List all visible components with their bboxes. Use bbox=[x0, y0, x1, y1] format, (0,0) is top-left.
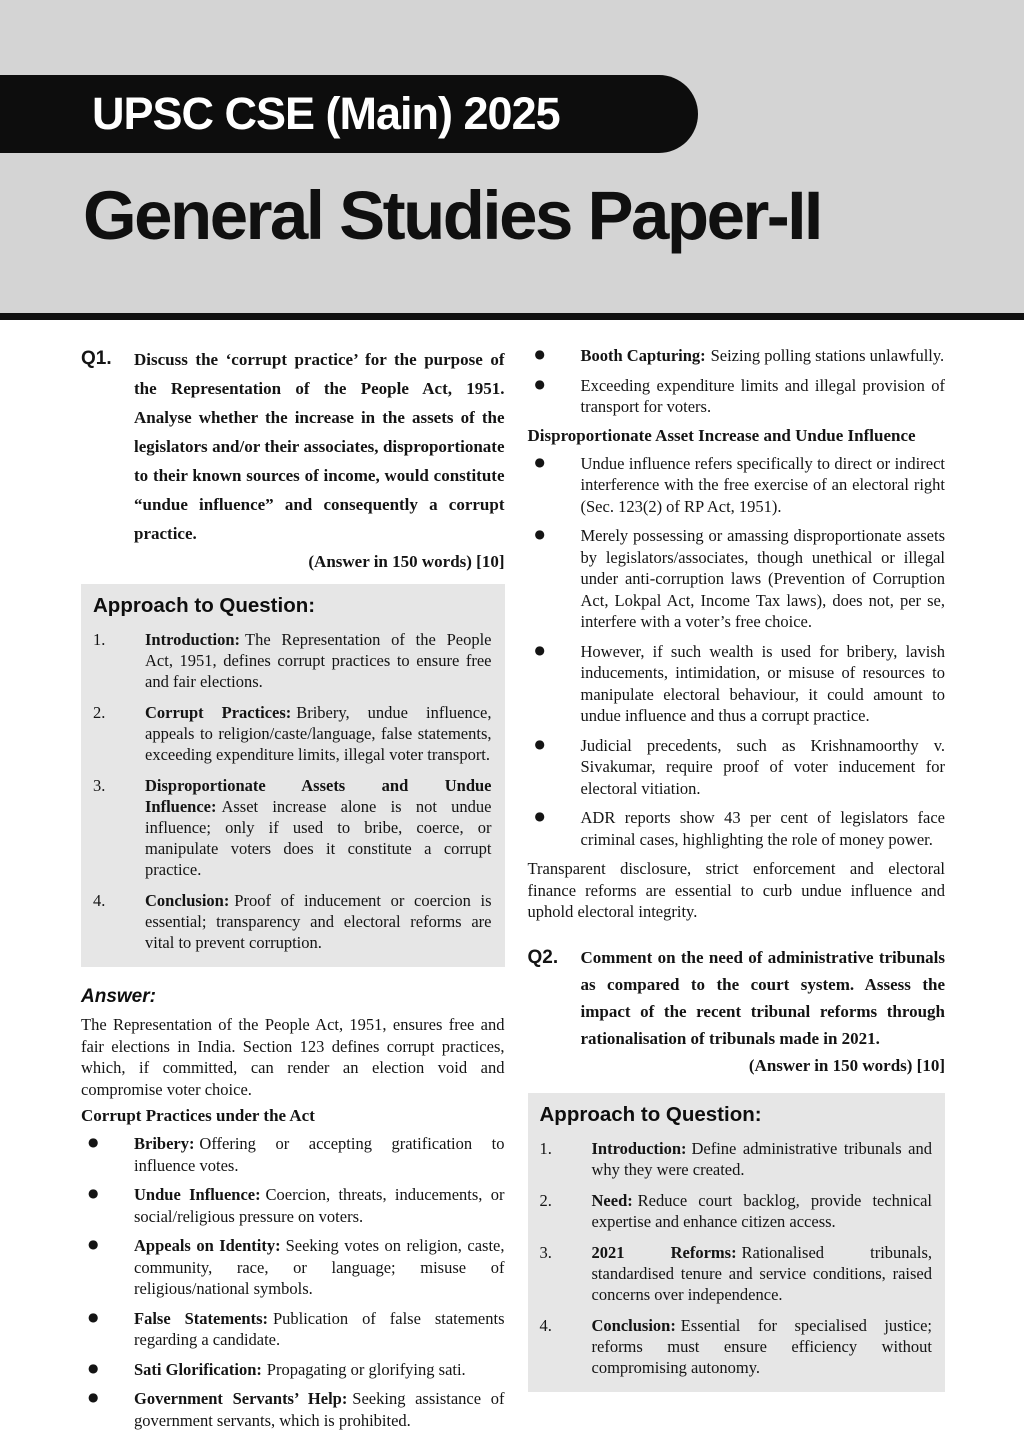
item-number: 3. bbox=[93, 776, 106, 795]
list-item bbox=[81, 1184, 505, 1227]
list-item bbox=[81, 1133, 505, 1176]
right-column bbox=[528, 345, 946, 1439]
item-text bbox=[592, 1190, 933, 1232]
list-item bbox=[81, 1388, 505, 1431]
question-2-body: Comment on the need of administrative tribunals as compared to the court system. Assess the impact of the recent tribunal reforms through rationalisation of tribunals made in 2021. bbox=[580, 947, 945, 1048]
list-item bbox=[81, 1359, 505, 1381]
item-text bbox=[145, 702, 492, 765]
bullet-text bbox=[134, 1235, 505, 1300]
page-header bbox=[0, 0, 1024, 313]
list-item bbox=[528, 641, 946, 727]
item-label: Introduction: bbox=[591, 1138, 687, 1158]
bullet-label: Bribery: bbox=[134, 1134, 195, 1153]
item-number: 3. bbox=[539, 1242, 552, 1262]
item-text bbox=[592, 1315, 933, 1378]
bullet-body: Seizing polling stations unlawfully. bbox=[710, 346, 945, 365]
item-label: Conclusion: bbox=[145, 891, 230, 910]
undue-influence-list bbox=[528, 453, 946, 851]
bullet-icon: ● bbox=[534, 347, 545, 361]
list-item bbox=[528, 345, 946, 367]
approach-heading: Approach to Question: bbox=[93, 594, 316, 617]
bullet-label: Government Servants’ Help: bbox=[134, 1389, 348, 1408]
question-1 bbox=[81, 345, 505, 548]
bullet-icon: ● bbox=[534, 642, 545, 657]
bullet-text bbox=[581, 375, 946, 418]
approach-item bbox=[93, 629, 492, 692]
item-body: Reduce court backlog, provide technical expertise and enhance citizen access. bbox=[591, 1190, 932, 1231]
bullet-body: Undue influence refers specifically to direct or indirect interference with the free exercise of an electoral right (Sec. 123(2) of RP Act, 1951). bbox=[580, 453, 945, 516]
item-body: Asset increase alone is not undue influence; only if used to bribe, coerce, or manipulate voters does it constitute a corrupt practice. bbox=[145, 797, 492, 879]
bullet-icon: ● bbox=[534, 527, 545, 541]
answer-intro: The Representation of the People Act, 1951, ensures free and fair elections in India. Section 123 defines corrupt practices, which, if committed, can render an election void and compromise voter choice. bbox=[81, 1015, 505, 1099]
item-number: 1. bbox=[93, 630, 106, 649]
item-text bbox=[145, 890, 492, 953]
item-label: Corrupt Practices: bbox=[145, 703, 292, 722]
item-body: Rationalised tribunals, standardised tenure and service conditions, raised concerns over independence. bbox=[591, 1242, 932, 1304]
bullet-body: Offering or accepting gratification to influence votes. bbox=[134, 1134, 505, 1175]
bullet-text bbox=[134, 1308, 505, 1351]
header-divider bbox=[0, 313, 1024, 320]
approach-item bbox=[540, 1190, 933, 1232]
list-item bbox=[528, 453, 946, 518]
bullet-body: Exceeding expenditure limits and illegal provision of transport for voters. bbox=[580, 375, 945, 416]
item-number: 2. bbox=[93, 703, 106, 722]
bullet-body: Publication of false statements regarding a candidate. bbox=[134, 1308, 505, 1349]
left-column bbox=[81, 345, 505, 1439]
bullet-body: ADR reports show 43 per cent of legislators face criminal cases, highlighting the role of money power. bbox=[580, 808, 945, 849]
item-label: Disproportionate Assets and Undue Influence: bbox=[145, 776, 492, 816]
bullet-text bbox=[581, 735, 946, 800]
bullet-icon: ● bbox=[534, 454, 545, 469]
question-2 bbox=[528, 944, 946, 1079]
approach-item bbox=[540, 1315, 933, 1378]
bullet-body: Seeking assistance of government servants, which is prohibited. bbox=[134, 1389, 505, 1430]
bullet-body: Judicial precedents, such as Krishnamoorthy v. Sivakumar, require proof of voter inducement for electoral vitiation. bbox=[580, 735, 945, 798]
approach-item bbox=[540, 1242, 933, 1305]
section-heading-corrupt-practices: Corrupt Practices under the Act bbox=[81, 1106, 315, 1125]
list-item bbox=[81, 1308, 505, 1351]
bullet-text bbox=[581, 453, 946, 518]
item-number: 4. bbox=[93, 891, 106, 910]
question-2-number: Q2. bbox=[527, 946, 559, 968]
corrupt-practices-list bbox=[81, 1133, 505, 1431]
bullet-text bbox=[134, 1184, 505, 1227]
list-item bbox=[528, 807, 946, 850]
list-item bbox=[528, 735, 946, 800]
list-item bbox=[528, 375, 946, 418]
item-label: 2021 Reforms: bbox=[591, 1242, 737, 1262]
bullet-text bbox=[581, 641, 946, 727]
page-content bbox=[0, 320, 1024, 1439]
bullet-icon: ● bbox=[534, 736, 545, 751]
item-text bbox=[145, 775, 492, 880]
approach-box-q2 bbox=[528, 1093, 946, 1392]
exam-banner bbox=[0, 75, 698, 153]
approach-item bbox=[93, 702, 492, 765]
item-body: The Representation of the People Act, 1951, defines corrupt practices to ensure free and fair elections. bbox=[145, 630, 492, 691]
bullet-text bbox=[581, 345, 946, 367]
list-item bbox=[81, 1235, 505, 1300]
item-body: Bribery, undue influence, appeals to religion/caste/language, false statements, exceeding expenditure limits, illegal voter transport. bbox=[145, 703, 492, 764]
item-body: Define administrative tribunals and why they were created. bbox=[591, 1138, 932, 1179]
bullet-icon: ● bbox=[88, 1237, 99, 1251]
item-body: Essential for specialised justice; reforms must ensure efficiency without compromising autonomy. bbox=[591, 1315, 932, 1377]
approach-item bbox=[93, 775, 492, 880]
bullet-icon: ● bbox=[534, 809, 545, 823]
bullet-body: Seeking votes on religion, caste, community, race, or language; misuse of religious/national symbols. bbox=[134, 1236, 505, 1298]
bullet-body: Propagating or glorifying sati. bbox=[266, 1359, 466, 1379]
item-label: Introduction: bbox=[145, 630, 241, 649]
exam-banner-label: UPSC CSE (Main) 2025 bbox=[92, 88, 560, 139]
question-1-number: Q1. bbox=[81, 348, 112, 369]
approach-heading: Approach to Question: bbox=[539, 1102, 762, 1126]
question-1-marks: (Answer in 150 words) [10] bbox=[308, 552, 505, 571]
bullet-icon: ● bbox=[88, 1309, 99, 1324]
bullet-body: Coercion, threats, inducements, or social/religious pressure on voters. bbox=[134, 1185, 505, 1226]
approach-item bbox=[93, 890, 492, 953]
bullet-text bbox=[134, 1359, 505, 1381]
bullet-icon: ● bbox=[88, 1135, 99, 1149]
bullet-text bbox=[581, 525, 946, 633]
page-title: General Studies Paper-II bbox=[83, 177, 821, 254]
bullet-label: Booth Capturing: bbox=[580, 346, 706, 365]
bullet-label: Undue Influence: bbox=[134, 1185, 261, 1204]
item-text bbox=[145, 629, 492, 692]
bullet-icon: ● bbox=[88, 1390, 99, 1404]
approach-item bbox=[540, 1138, 933, 1180]
bullet-icon: ● bbox=[88, 1186, 99, 1200]
corrupt-practices-list-continued bbox=[528, 345, 946, 418]
bullet-icon: ● bbox=[534, 376, 545, 391]
bullet-text bbox=[134, 1388, 505, 1431]
item-number: 4. bbox=[539, 1315, 552, 1335]
item-label: Conclusion: bbox=[591, 1315, 676, 1335]
bullet-body: Merely possessing or amassing disproportionate assets by legislators/associates, though unethical or illegal under anti-corruption laws (Prevention of Corruption Act, Lokpal Act, Income Tax laws), does not, per se, interfere with a voter’s free choice. bbox=[580, 526, 945, 631]
bullet-text bbox=[134, 1133, 505, 1176]
bullet-icon: ● bbox=[88, 1360, 99, 1375]
bullet-label: Sati Glorification: bbox=[134, 1359, 262, 1379]
item-label: Need: bbox=[591, 1190, 633, 1210]
approach-box-q1 bbox=[81, 584, 505, 967]
answer-conclusion: Transparent disclosure, strict enforcement and electoral finance reforms are essential to curb undue influence and uphold electoral integrity. bbox=[527, 859, 945, 921]
question-2-marks: (Answer in 150 words) [10] bbox=[748, 1055, 945, 1075]
question-2-text bbox=[581, 944, 946, 1079]
question-1-text: Discuss the ‘corrupt practice’ for the purpose of the Representation of the People Act, 1951. Analyse whether the increase in the assets of the legislators and/or their associates, disproportionate to their known sources of income, would constitute “undue influence” and consequently a corrupt practice. bbox=[134, 350, 505, 543]
item-number: 2. bbox=[539, 1190, 552, 1210]
item-number: 1. bbox=[539, 1138, 552, 1158]
bullet-text bbox=[581, 807, 946, 850]
item-text bbox=[592, 1138, 933, 1180]
answer-heading: Answer: bbox=[81, 986, 156, 1007]
list-item bbox=[528, 525, 946, 633]
item-body: Proof of inducement or coercion is essential; transparency and electoral reforms are vital to prevent corruption. bbox=[145, 891, 492, 952]
bullet-body: However, if such wealth is used for bribery, lavish inducements, intimidation, or misuse of resources to manipulate electoral behaviour, it could amount to undue influence and thus a corrupt practice. bbox=[580, 641, 945, 725]
item-text bbox=[592, 1242, 933, 1305]
bullet-label: Appeals on Identity: bbox=[134, 1236, 281, 1255]
section-heading-disproportionate-assets: Disproportionate Asset Increase and Undue Influence bbox=[527, 425, 916, 445]
bullet-label: False Statements: bbox=[134, 1308, 269, 1328]
